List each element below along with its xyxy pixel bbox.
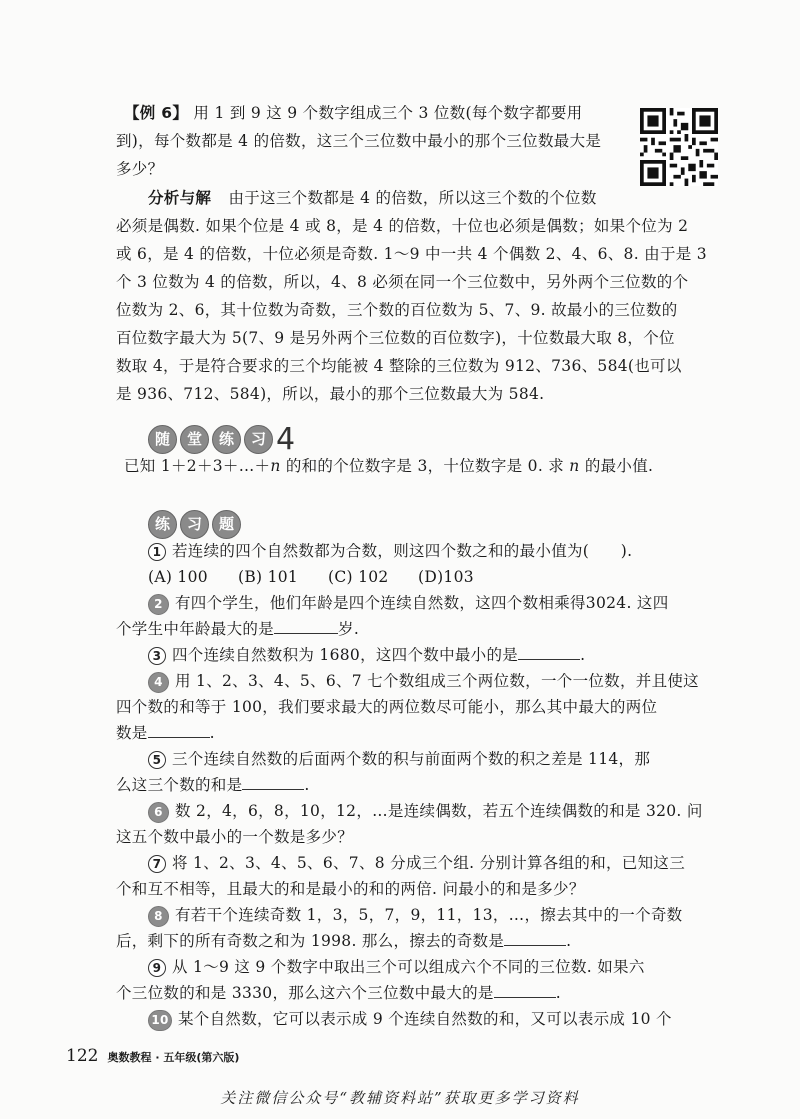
book-title: 奥数教程 · 五年级(第六版)	[107, 1051, 240, 1064]
exercise-6-line-2: 这五个数中最小的一个数是多少？	[116, 828, 354, 846]
exercise-number: 4	[148, 672, 169, 693]
answer-blank[interactable]	[274, 619, 338, 634]
answer-blank[interactable]	[148, 723, 210, 738]
page-number: 122	[66, 1046, 99, 1066]
exercise-number: 6	[148, 802, 169, 823]
exercise-9: 9 从 1～9 这 9 个数字中取出三个可以组成六个不同的三位数. 如果六	[148, 957, 645, 977]
example-line-1	[124, 103, 582, 123]
exercise-number: 1	[148, 543, 166, 561]
page-footer	[66, 1046, 239, 1066]
exercise-1: 1 若连续的四个自然数都为合数，则这四个数之和的最小值为( ).	[148, 541, 632, 561]
exercise-2-line-2: 个学生中年龄最大的是 岁.	[116, 620, 360, 638]
exercise-8-line-2: 后，剩下的所有奇数之和为 1998. 那么，擦去的奇数是 .	[116, 932, 572, 950]
practice-number: 4	[276, 422, 296, 457]
exercise-8: 8 有若干个连续奇数 1，3，5，7，9，11，13，…，擦去其中的一个奇数	[148, 905, 682, 927]
practice-heading: 随 堂 练 习 4	[148, 422, 295, 457]
answer-blank[interactable]	[504, 931, 566, 946]
example-line-2: 到)，每个数都是 4 的倍数，这三个三位数中最小的那个三位数最大是	[116, 132, 602, 150]
exercise-6: 6 数 2，4，6，8，10，12，…是连续偶数，若五个连续偶数的和是 320. 问	[148, 801, 703, 823]
exercise-5-line-2: 么这三个数的和是 .	[116, 776, 310, 794]
answer-blank[interactable]	[242, 775, 304, 790]
exercise-9-line-2: 个三位数的和是 3330，那么这六个三位数中最大的是 .	[116, 984, 561, 1002]
exercise-number: 10	[148, 1010, 172, 1031]
answer-blank[interactable]	[494, 983, 556, 998]
exercise-number: 7	[148, 855, 166, 873]
exercise-number: 9	[148, 959, 166, 977]
answer-blank[interactable]	[518, 645, 580, 660]
analysis-line-3: 或 6，是 4 的倍数，十位必须是奇数. 1～9 中一共 4 个偶数 2、4、6、8. 由于是 3	[116, 245, 707, 263]
analysis-label: 分析与解	[148, 189, 212, 207]
exercise-4-line-2: 四个数的和等于 100，我们要求最大的两位数尽可能小，那么其中最大的两位	[116, 698, 658, 716]
exercise-number: 2	[148, 594, 169, 615]
exercise-number: 5	[148, 751, 166, 769]
exercise-number: 3	[148, 647, 166, 665]
analysis-line-8: 是 936、712、584)，所以，最小的那个三位数最大为 584.	[116, 385, 545, 403]
watermark: 关注微信公众号“教辅资料站”获取更多学习资料	[220, 1089, 580, 1107]
exercise-10: 10 某个自然数，它可以表示成 9 个连续自然数的和，又可以表示成 10 个	[148, 1009, 672, 1031]
example-text: 用 1 到 9 这 9 个数字组成三个 3 位数(每个数字都要用	[193, 104, 583, 122]
exercise-2: 2 有四个学生，他们年龄是四个连续自然数，这四个数相乘得3024. 这四	[148, 593, 669, 615]
exercise-7-line-2: 个和互不相等，且最大的和是最小的和的两倍. 问最小的和是多少？	[116, 880, 585, 898]
analysis-line-1: 分析与解 由于这三个数都是 4 的倍数，所以这三个数的个位数	[148, 189, 597, 207]
practice-text: 已知 1＋2＋3＋…＋n 的和的个位数字是 3，十位数字是 0. 求 n 的最小值.	[124, 457, 654, 475]
analysis-line-5: 位数为 2、6，其十位数为奇数，三个数的百位数为 5、7、9. 故最小的三位数的	[116, 301, 678, 319]
exercise-3: 3 四个连续自然数积为 1680，这四个数中最小的是 .	[148, 645, 585, 665]
example-label: 【例 6】	[124, 104, 189, 122]
analysis-line-6: 百位数字最大为 5(7、9 是另外两个三位数的百位数字)，十位数最大取 8，个位	[116, 329, 675, 347]
exercise-7: 7 将 1、2、3、4、5、6、7、8 分成三个组. 分别计算各组的和，已知这三	[148, 853, 685, 873]
analysis-line-7: 数取 4，于是符合要求的三个均能被 4 整除的三位数为 912、736、584(也可以	[116, 357, 682, 375]
exercise-5: 5 三个连续自然数的后面两个数的积与前面两个数的积之差是 114，那	[148, 749, 650, 769]
exercise-1-choices: (A) 100 (B) 101 (C) 102 (D)103	[148, 568, 474, 586]
exercise-4-line-3: 数是 .	[116, 724, 215, 742]
exercise-4: 4 用 1、2、3、4、5、6、7 七个数组成三个两位数，一个一位数，并且使这	[148, 671, 699, 693]
exercises-heading: 练 习 题	[148, 510, 244, 539]
analysis-line-2: 必须是偶数. 如果个位是 4 或 8，是 4 的倍数，十位也必须是偶数；如果个位为 2	[116, 217, 689, 235]
example-line-3: 多少？	[116, 160, 164, 178]
exercise-number: 8	[148, 906, 169, 927]
qr-code	[640, 108, 718, 186]
analysis-line-4: 个 3 位数为 4 的倍数，所以，4、8 必须在同一个三位数中，另外两个三位数的个	[116, 273, 689, 291]
